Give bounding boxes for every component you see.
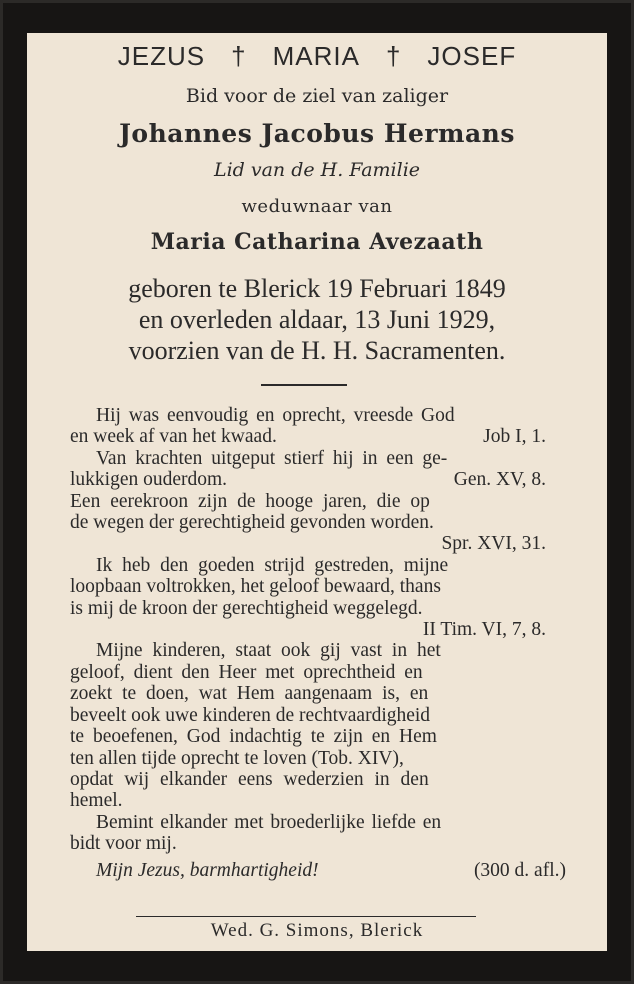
text-fragment: lukkigen ouderdom. [70, 469, 228, 491]
birth-line: geboren te Blerick 19 Februari 1849 [128, 274, 506, 303]
text-line [70, 426, 566, 447]
text-line: Een eerekroon zijn de hooge jaren, die op [70, 490, 430, 512]
text-line: te beoefenen, God indachtig te zijn en Hem [70, 726, 437, 748]
text-line: is mij de kroon der gerechtigheid weggelegd. [70, 597, 423, 619]
cross-icon: † [385, 41, 402, 71]
text-line: zoekt te doen, wat Hem aangenaam is, en [70, 683, 429, 705]
holy-family-header [27, 41, 607, 72]
text-line: loopbaan voltrokken, het geloof bewaard, thans [70, 576, 441, 598]
text-line: beveelt ook uwe kinderen de rechtvaardigheid [70, 704, 431, 726]
text-line: Mijne kinderen, staat ook gij vast in het [96, 640, 441, 662]
relation: weduwnaar van [241, 196, 393, 217]
text-line: Hij was eenvoudig en oprecht, vreesde God [96, 405, 455, 426]
text-line: opdat wij elkander eens wederzien in den [70, 768, 429, 790]
word-maria: MARIA [272, 41, 360, 71]
text-line: de wegen der gerechtigheid gevonden worden. [70, 512, 434, 534]
closing-line [70, 860, 566, 881]
death-line: en overleden aldaar, 13 Juni 1929, [138, 305, 496, 334]
scripture-text [70, 405, 566, 881]
life-dates [27, 273, 607, 366]
text-line: Ik heb den goeden strijd gestreden, mijne [96, 554, 449, 576]
word-jezus: JEZUS [117, 41, 206, 71]
text-line: ten allen tijde oprecht te loven (Tob. XIV), [70, 747, 404, 769]
cross-icon: † [231, 41, 247, 71]
reference: Gen. XV, 8. [453, 469, 546, 491]
spouse-name: Maria Catharina Avezaath [150, 229, 484, 255]
text-line: Van krachten uitgeput stierf hij in een ge- [96, 447, 448, 469]
text-fragment: en week af van het kwaad. [70, 426, 277, 448]
membership: Lid van de H. Familie [213, 159, 421, 181]
indulgence-note: (300 d. afl.) [473, 859, 566, 881]
text-line: bidt voor mij. [70, 833, 177, 855]
footer-divider [136, 916, 476, 917]
text-line: Bemint elkander met broederlijke liefde en [96, 811, 442, 833]
prayer-intro: Bid voor de ziel van zaliger [185, 85, 449, 107]
deceased-name: Johannes Jacobus Hermans [119, 119, 515, 148]
reference: II Tim. VI, 7, 8. [422, 619, 546, 641]
text-line: geloof, dient den Heer met oprechtheid en [70, 661, 423, 683]
text-line: hemel. [70, 790, 123, 812]
sacraments-line: voorzien van de H. H. Sacramenten. [128, 336, 506, 365]
reference: Spr. XVI, 31. [441, 533, 546, 555]
word-josef: JOSEF [427, 41, 517, 71]
divider [261, 384, 347, 386]
reference: Job I, 1. [483, 426, 546, 448]
memorial-card [27, 33, 607, 951]
printer-credit: Wed. G. Simons, Blerick [210, 920, 424, 941]
closing-prayer: Mijn Jezus, barmhartigheid! [96, 859, 319, 881]
text-line [70, 469, 566, 490]
